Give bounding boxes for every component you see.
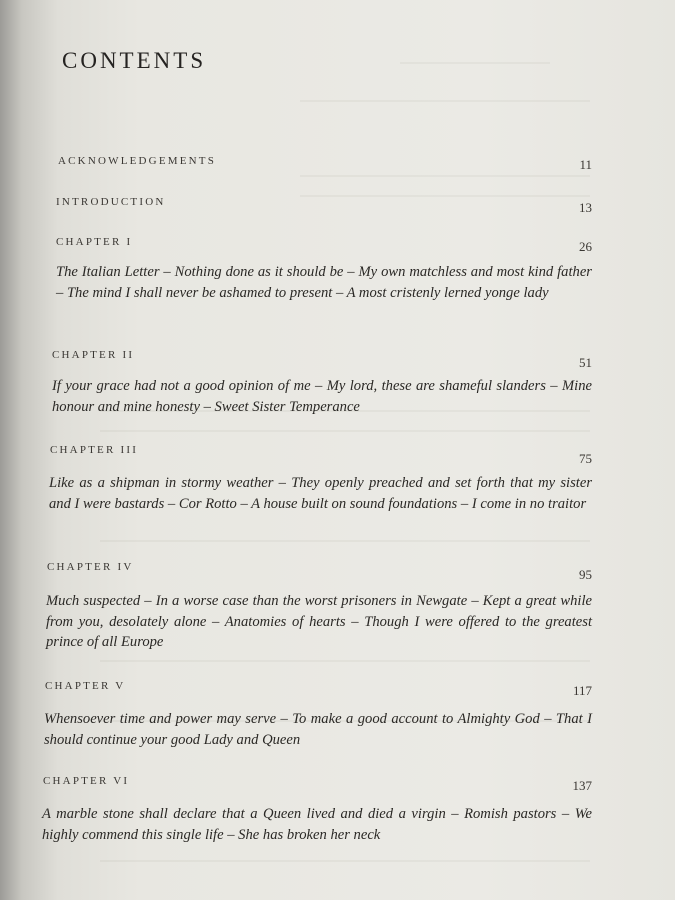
toc-heading: CHAPTER III bbox=[50, 444, 139, 456]
toc-heading: CHAPTER II bbox=[52, 349, 135, 361]
toc-heading: CHAPTER I bbox=[56, 236, 133, 248]
contents-title: CONTENTS bbox=[62, 48, 207, 73]
toc-description: A marble stone shall declare that a Queen lived and died a virgin – Romish pastors – We highly commend this single life – She has broken her neck bbox=[42, 806, 592, 843]
toc-page-number: 51 bbox=[579, 355, 592, 370]
toc-page-number: 26 bbox=[579, 239, 592, 254]
toc-page-number: 75 bbox=[579, 451, 592, 466]
toc-page-number: 13 bbox=[579, 200, 592, 215]
toc-description: Much suspected – In a worse case than the worst prisoners in Newgate – Kept a great while from you, desolately alone – Anatomies of hearts – Though I were offered to the greatest prince of all Europe bbox=[46, 593, 592, 650]
toc-heading: CHAPTER V bbox=[45, 680, 126, 692]
toc-description: Whensoever time and power may serve – To make a good account to Almighty God – That I should continue your good Lady and Queen bbox=[44, 711, 592, 748]
toc-heading: CHAPTER VI bbox=[43, 775, 130, 787]
toc-description: Like as a shipman in stormy weather – They openly preached and set forth that my sister and I were bastards – Cor Rotto – A house built on sound foundations – I come in no traitor bbox=[49, 475, 592, 512]
toc-page-number: 95 bbox=[579, 567, 592, 582]
toc-heading: INTRODUCTION bbox=[56, 196, 166, 208]
toc-description: If your grace had not a good opinion of me – My lord, these are shameful slanders – Mine honour and mine honesty – Sweet Sister Temperance bbox=[52, 378, 592, 415]
toc-heading: ACKNOWLEDGEMENTS bbox=[58, 155, 217, 167]
toc-heading: CHAPTER IV bbox=[47, 561, 134, 573]
toc-description: The Italian Letter – Nothing done as it should be – My own matchless and most kind father – The mind I shall never be ashamed to present – A most cristenly lerned yonge lady bbox=[56, 264, 592, 301]
toc-page-number: 117 bbox=[572, 683, 592, 698]
toc-page-number: 11 bbox=[579, 157, 592, 172]
toc-page-number: 137 bbox=[572, 778, 592, 793]
